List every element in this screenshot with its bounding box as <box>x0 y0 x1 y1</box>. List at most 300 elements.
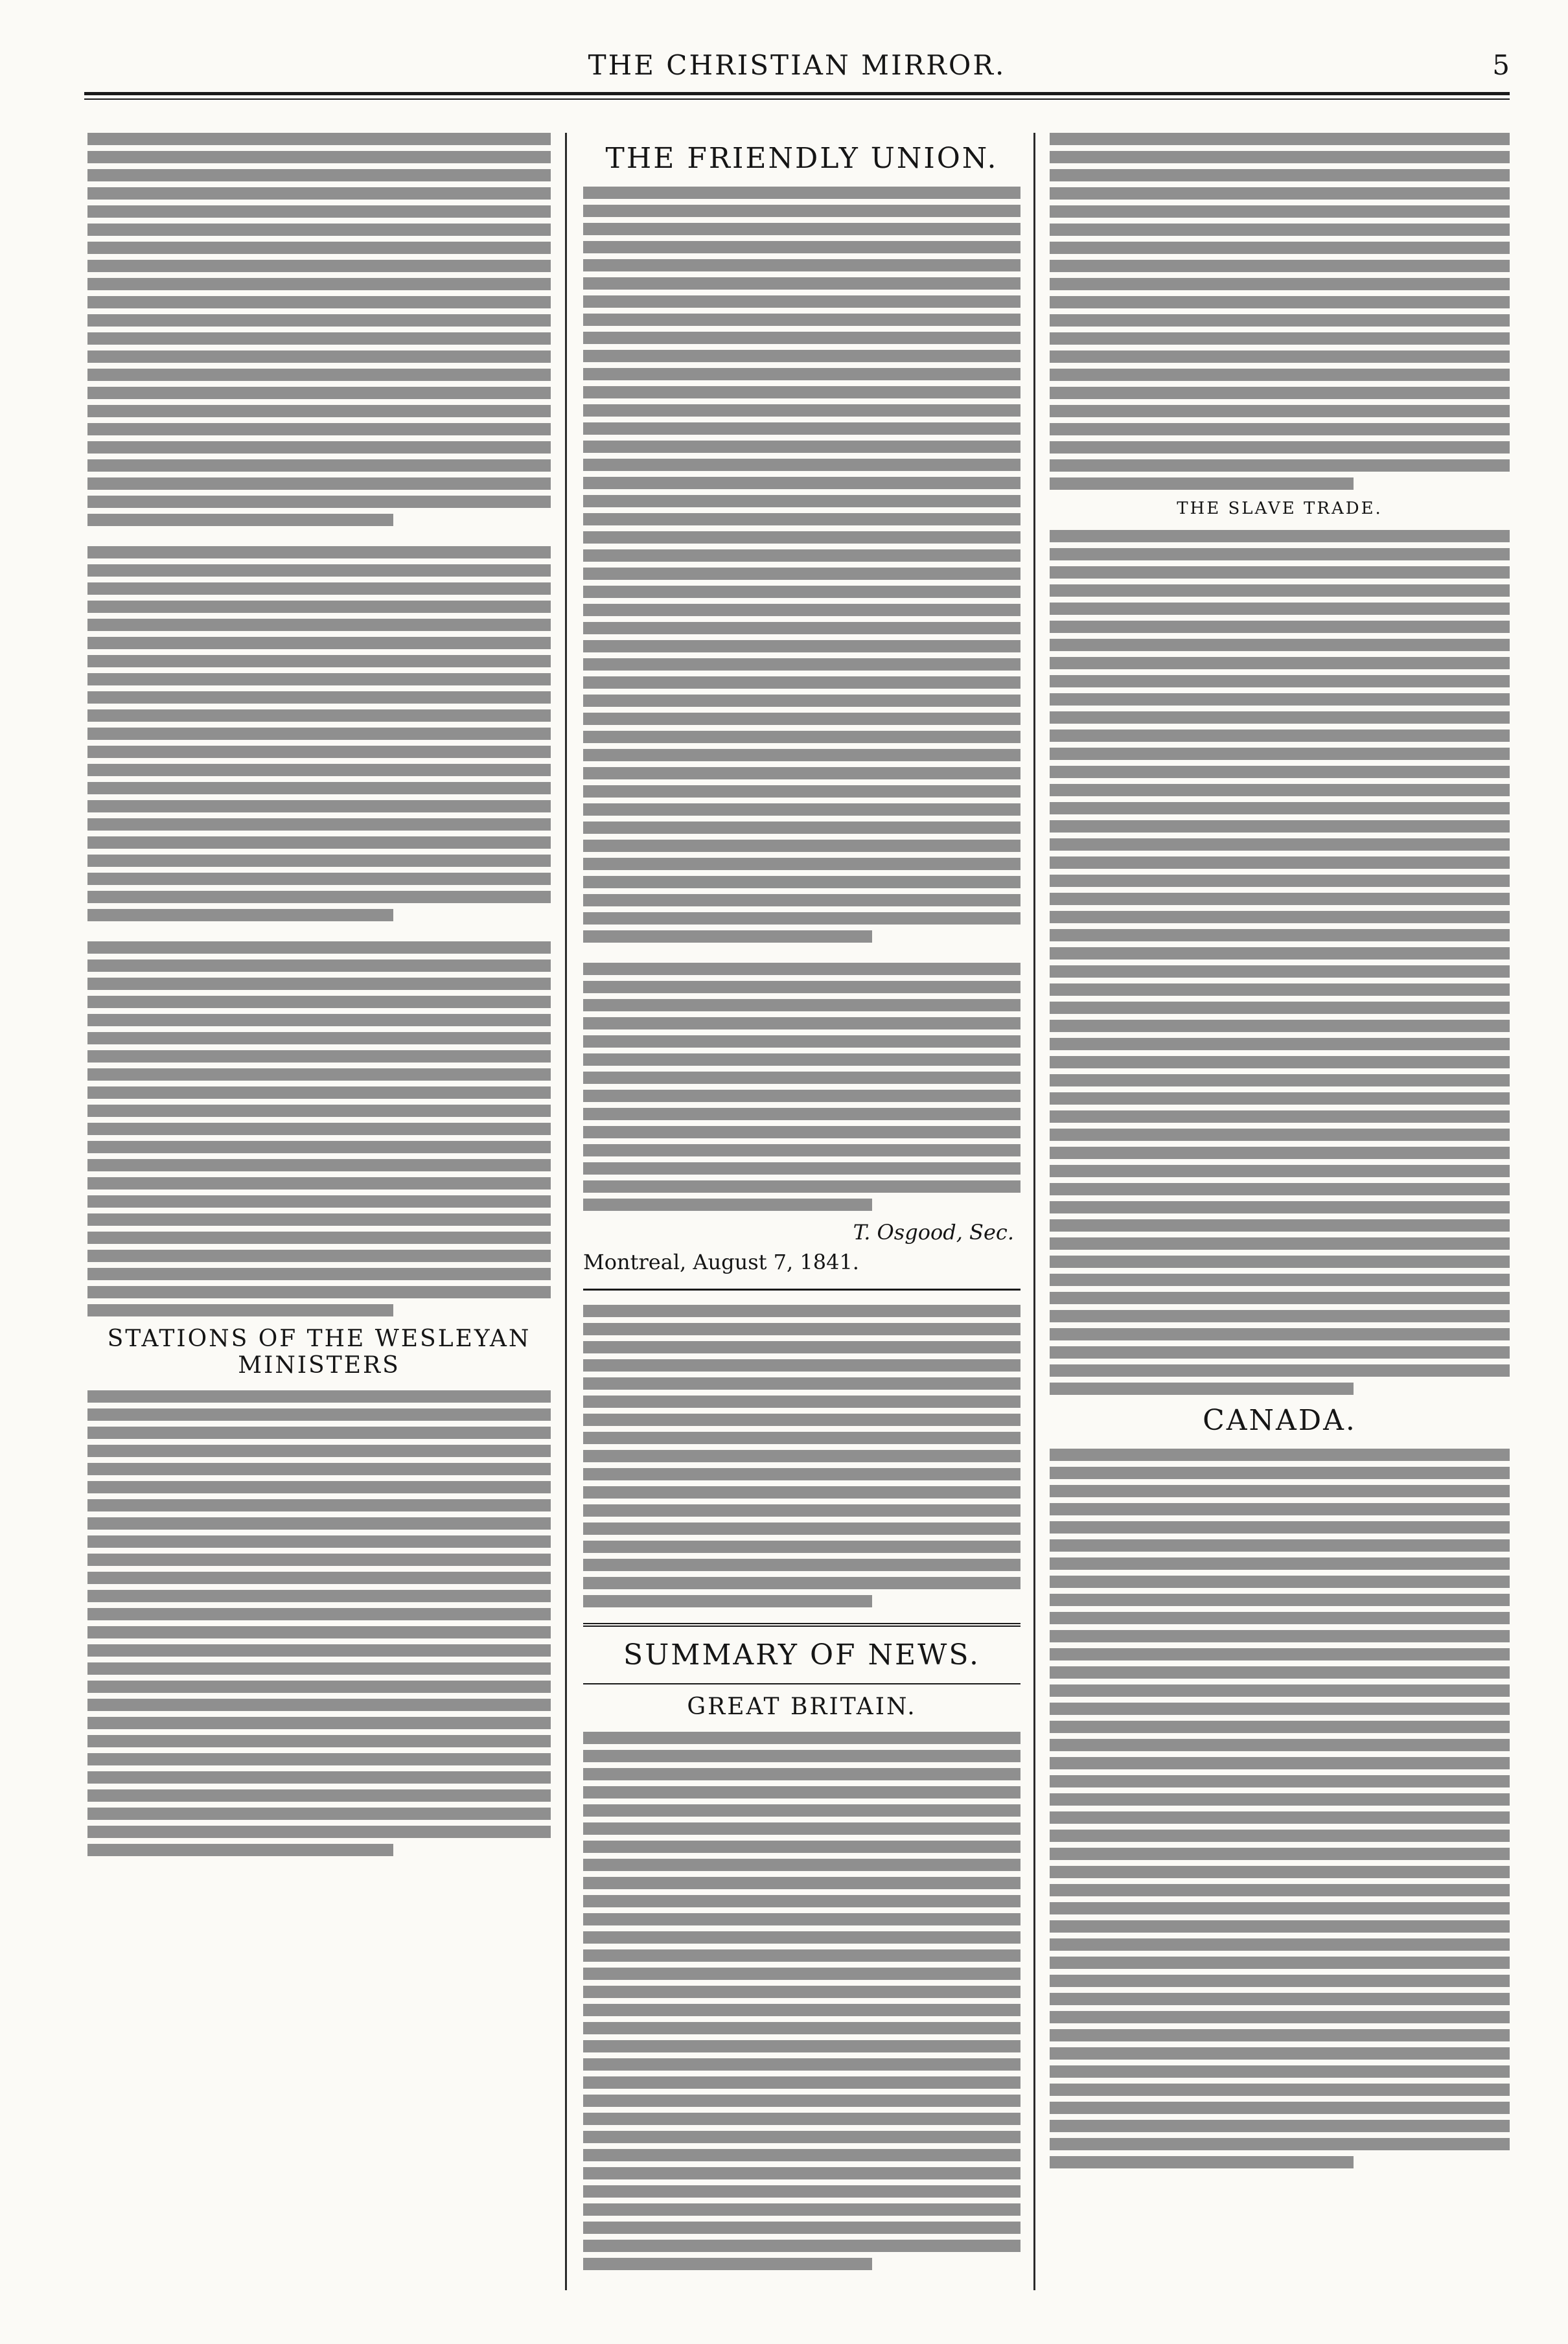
text-line-placeholder <box>87 332 551 345</box>
text-line-placeholder <box>1050 1364 1510 1377</box>
slave-trade-heading: THE SLAVE TRADE. <box>1177 499 1383 518</box>
stations-heading: STATIONS OF THE WESLEYAN MINISTERS <box>107 1326 531 1379</box>
text-line-placeholder <box>1050 133 1510 145</box>
text-line-placeholder <box>583 223 1020 235</box>
text-line-placeholder <box>583 2022 1020 2034</box>
text-line-placeholder <box>87 1250 551 1262</box>
header-rule-top <box>84 92 1510 95</box>
text-line-placeholder <box>583 822 1020 834</box>
great-britain-heading: GREAT BRITAIN. <box>687 1694 917 1720</box>
header-rule-bottom <box>84 98 1510 100</box>
signature: T. Osgood, Sec. <box>853 1220 1014 1245</box>
text-line-placeholder <box>87 1590 551 1602</box>
text-line-placeholder <box>1050 1292 1510 1304</box>
text-line-placeholder <box>1050 1328 1510 1340</box>
text-line-placeholder <box>87 1644 551 1657</box>
text-line-placeholder <box>87 1159 551 1171</box>
text-line-placeholder <box>87 1123 551 1135</box>
text-line-placeholder <box>583 1377 1020 1390</box>
text-line-placeholder <box>1050 423 1510 435</box>
text-line-placeholder <box>583 1559 1020 1571</box>
text-line-placeholder <box>87 800 551 812</box>
dateline: Montreal, August 7, 1841. <box>583 1250 859 1274</box>
text-line-placeholder <box>583 858 1020 870</box>
text-line-placeholder <box>87 1032 551 1044</box>
text-line-placeholder <box>1050 530 1510 542</box>
text-line-placeholder <box>583 1859 1020 1871</box>
text-line-placeholder <box>87 1517 551 1530</box>
text-line-placeholder <box>583 1804 1020 1817</box>
text-line-placeholder <box>583 205 1020 217</box>
text-line-placeholder <box>87 1844 393 1856</box>
text-line-placeholder <box>583 1841 1020 1853</box>
text-line-placeholder <box>1050 1594 1510 1606</box>
text-line-placeholder <box>583 386 1020 398</box>
text-line-placeholder <box>583 1053 1020 1066</box>
text-line-placeholder <box>1050 766 1510 778</box>
text-line-placeholder <box>583 350 1020 362</box>
text-line-placeholder <box>1050 1684 1510 1697</box>
text-line-placeholder <box>87 619 551 631</box>
text-line-placeholder <box>583 604 1020 616</box>
text-line-placeholder <box>87 1195 551 1208</box>
text-line-placeholder <box>1050 621 1510 633</box>
text-line-placeholder <box>583 295 1020 308</box>
text-line-placeholder <box>583 1595 872 1607</box>
text-line-placeholder <box>1050 911 1510 923</box>
text-line-placeholder <box>1050 387 1510 399</box>
text-line-placeholder <box>1050 965 1510 978</box>
text-line-placeholder <box>87 296 551 308</box>
text-line-placeholder <box>87 1808 551 1820</box>
text-line-placeholder <box>87 1445 551 1457</box>
text-line-placeholder <box>1050 893 1510 905</box>
text-line-placeholder <box>87 1268 551 1280</box>
middle-text-block-4 <box>583 1732 1020 2270</box>
text-line-placeholder <box>1050 1666 1510 1679</box>
text-line-placeholder <box>583 1180 1020 1193</box>
text-line-placeholder <box>1050 1576 1510 1588</box>
text-line-placeholder <box>583 1504 1020 1517</box>
text-line-placeholder <box>87 1535 551 1548</box>
text-line-placeholder <box>1050 314 1510 327</box>
text-line-placeholder <box>583 1468 1020 1480</box>
text-line-placeholder <box>583 622 1020 634</box>
text-line-placeholder <box>583 441 1020 453</box>
text-line-placeholder <box>1050 1739 1510 1751</box>
text-line-placeholder <box>87 1481 551 1493</box>
text-line-placeholder <box>583 2076 1020 2089</box>
text-line-placeholder <box>87 1086 551 1099</box>
text-line-placeholder <box>87 1735 551 1747</box>
text-line-placeholder <box>1050 278 1510 290</box>
text-line-placeholder <box>583 676 1020 689</box>
text-line-placeholder <box>583 1895 1020 1907</box>
text-line-placeholder <box>583 477 1020 489</box>
text-line-placeholder <box>1050 784 1510 796</box>
text-line-placeholder <box>87 1699 551 1711</box>
text-line-placeholder <box>1050 2102 1510 2114</box>
text-line-placeholder <box>87 691 551 704</box>
text-line-placeholder <box>87 350 551 363</box>
left-text-block-3 <box>87 941 551 1316</box>
text-line-placeholder <box>583 876 1020 888</box>
text-line-placeholder <box>87 1499 551 1511</box>
text-line-placeholder <box>583 586 1020 598</box>
text-line-placeholder <box>87 187 551 200</box>
text-line-placeholder <box>1050 1219 1510 1232</box>
text-line-placeholder <box>87 909 393 921</box>
text-line-placeholder <box>583 1968 1020 1980</box>
text-line-placeholder <box>1050 1020 1510 1032</box>
text-line-placeholder <box>87 169 551 181</box>
text-line-placeholder <box>1050 2047 1510 2060</box>
text-line-placeholder <box>1050 1957 1510 1969</box>
text-line-placeholder <box>583 1541 1020 1553</box>
text-line-placeholder <box>583 658 1020 671</box>
text-line-placeholder <box>583 549 1020 562</box>
page-number: 5 <box>1492 49 1510 81</box>
text-line-placeholder <box>87 891 551 903</box>
text-line-placeholder <box>1050 675 1510 687</box>
text-line-placeholder <box>87 746 551 758</box>
text-line-placeholder <box>87 278 551 290</box>
column-divider-1 <box>565 133 567 2290</box>
right-text-block-2 <box>1050 530 1510 1395</box>
text-line-placeholder <box>583 404 1020 417</box>
text-line-placeholder <box>583 2167 1020 2179</box>
text-line-placeholder <box>583 1199 872 1211</box>
text-line-placeholder <box>1050 1165 1510 1177</box>
text-line-placeholder <box>1050 1256 1510 1268</box>
text-line-placeholder <box>1050 1830 1510 1842</box>
text-line-placeholder <box>1050 1274 1510 1286</box>
text-line-placeholder <box>1050 1237 1510 1250</box>
text-line-placeholder <box>87 1286 551 1298</box>
text-line-placeholder <box>1050 1757 1510 1769</box>
text-line-placeholder <box>1050 820 1510 833</box>
text-line-placeholder <box>1050 1866 1510 1878</box>
text-line-placeholder <box>87 1463 551 1475</box>
text-line-placeholder <box>87 369 551 381</box>
text-line-placeholder <box>1050 1467 1510 1479</box>
text-line-placeholder <box>583 1305 1020 1317</box>
text-line-placeholder <box>87 818 551 831</box>
text-line-placeholder <box>1050 657 1510 669</box>
text-line-placeholder <box>583 1732 1020 1744</box>
text-line-placeholder <box>583 999 1020 1011</box>
text-line-placeholder <box>583 2040 1020 2052</box>
text-line-placeholder <box>1050 1557 1510 1570</box>
text-line-placeholder <box>87 459 551 472</box>
text-line-placeholder <box>87 224 551 236</box>
text-line-placeholder <box>583 1035 1020 1048</box>
text-line-placeholder <box>583 2004 1020 2016</box>
text-line-placeholder <box>1050 748 1510 760</box>
right-text-block-1 <box>1050 133 1510 490</box>
text-line-placeholder <box>1050 1811 1510 1824</box>
text-line-placeholder <box>583 277 1020 290</box>
text-line-placeholder <box>1050 169 1510 181</box>
text-line-placeholder <box>1050 187 1510 200</box>
text-line-placeholder <box>1050 1129 1510 1141</box>
text-line-placeholder <box>1050 1183 1510 1195</box>
text-line-placeholder <box>87 709 551 722</box>
text-line-placeholder <box>87 996 551 1008</box>
right-text-block-3 <box>1050 1449 1510 2168</box>
text-line-placeholder <box>1050 260 1510 272</box>
text-line-placeholder <box>583 1396 1020 1408</box>
text-line-placeholder <box>87 1232 551 1244</box>
text-line-placeholder <box>87 1177 551 1189</box>
text-line-placeholder <box>87 133 551 145</box>
text-line-placeholder <box>583 2185 1020 2198</box>
text-line-placeholder <box>583 894 1020 906</box>
text-line-placeholder <box>87 601 551 613</box>
text-line-placeholder <box>583 241 1020 253</box>
text-line-placeholder <box>87 314 551 327</box>
text-line-placeholder <box>87 387 551 399</box>
text-line-placeholder <box>87 655 551 667</box>
text-line-placeholder <box>87 959 551 972</box>
text-line-placeholder <box>1050 2084 1510 2096</box>
text-line-placeholder <box>583 731 1020 743</box>
text-line-placeholder <box>1050 2065 1510 2078</box>
text-line-placeholder <box>1050 2120 1510 2132</box>
text-line-placeholder <box>1050 1848 1510 1860</box>
text-line-placeholder <box>87 782 551 794</box>
text-line-placeholder <box>87 1608 551 1620</box>
text-line-placeholder <box>583 1522 1020 1535</box>
text-line-placeholder <box>1050 802 1510 814</box>
text-line-placeholder <box>1050 1310 1510 1322</box>
text-line-placeholder <box>583 713 1020 725</box>
text-line-placeholder <box>583 1126 1020 1138</box>
text-line-placeholder <box>87 1681 551 1693</box>
text-line-placeholder <box>87 151 551 163</box>
text-line-placeholder <box>583 1017 1020 1029</box>
section-rule <box>583 1289 1020 1291</box>
text-line-placeholder <box>583 1750 1020 1762</box>
text-line-placeholder <box>87 1213 551 1226</box>
text-line-placeholder <box>1050 1721 1510 1733</box>
text-line-placeholder <box>87 764 551 776</box>
text-line-placeholder <box>1050 1902 1510 1914</box>
text-line-placeholder <box>1050 1503 1510 1515</box>
text-line-placeholder <box>1050 584 1510 597</box>
text-line-placeholder <box>583 2222 1020 2234</box>
text-line-placeholder <box>583 495 1020 507</box>
text-line-placeholder <box>1050 1884 1510 1896</box>
column-left <box>87 133 551 1862</box>
text-line-placeholder <box>583 531 1020 544</box>
text-line-placeholder <box>1050 1938 1510 1951</box>
text-line-placeholder <box>1050 459 1510 472</box>
left-text-block-4 <box>87 1390 551 1856</box>
text-line-placeholder <box>87 205 551 218</box>
text-line-placeholder <box>1050 1056 1510 1068</box>
text-line-placeholder <box>87 1050 551 1063</box>
text-line-placeholder <box>1050 350 1510 363</box>
text-line-placeholder <box>583 2113 1020 2125</box>
text-line-placeholder <box>583 1323 1020 1335</box>
text-line-placeholder <box>1050 1993 1510 2005</box>
text-line-placeholder <box>87 260 551 272</box>
text-line-placeholder <box>1050 711 1510 724</box>
text-line-placeholder <box>87 1717 551 1729</box>
text-line-placeholder <box>583 1949 1020 1962</box>
text-line-placeholder <box>1050 1703 1510 1715</box>
text-line-placeholder <box>1050 441 1510 454</box>
left-text-block-1 <box>87 133 551 526</box>
text-line-placeholder <box>1050 296 1510 308</box>
text-line-placeholder <box>1050 566 1510 579</box>
text-line-placeholder <box>583 568 1020 580</box>
text-line-placeholder <box>1050 2156 1354 2168</box>
text-line-placeholder <box>583 368 1020 380</box>
masthead <box>84 45 1510 84</box>
text-line-placeholder <box>583 2095 1020 2107</box>
text-line-placeholder <box>87 1771 551 1784</box>
text-line-placeholder <box>87 423 551 435</box>
text-line-placeholder <box>87 564 551 577</box>
text-line-placeholder <box>87 1554 551 1566</box>
text-line-placeholder <box>87 405 551 417</box>
text-line-placeholder <box>87 855 551 867</box>
friendly-union-heading: THE FRIENDLY UNION. <box>605 142 998 175</box>
text-line-placeholder <box>583 1786 1020 1798</box>
text-line-placeholder <box>87 441 551 454</box>
text-line-placeholder <box>583 981 1020 993</box>
middle-text-block-1 <box>583 187 1020 943</box>
text-line-placeholder <box>1050 838 1510 851</box>
column-divider-2 <box>1033 133 1035 2290</box>
text-line-placeholder <box>1050 1147 1510 1159</box>
text-line-placeholder <box>583 459 1020 471</box>
text-line-placeholder <box>583 840 1020 852</box>
text-line-placeholder <box>87 496 551 508</box>
text-line-placeholder <box>1050 603 1510 615</box>
text-line-placeholder <box>1050 1383 1354 1395</box>
text-line-placeholder <box>1050 1038 1510 1050</box>
text-line-placeholder <box>87 1826 551 1838</box>
text-line-placeholder <box>87 637 551 649</box>
text-line-placeholder <box>1050 693 1510 706</box>
text-line-placeholder <box>583 1090 1020 1102</box>
left-text-block-2 <box>87 546 551 921</box>
text-line-placeholder <box>87 1141 551 1153</box>
text-line-placeholder <box>583 2258 872 2270</box>
text-line-placeholder <box>583 2131 1020 2143</box>
text-line-placeholder <box>87 242 551 254</box>
newspaper-title: THE CHRISTIAN MIRROR. <box>588 49 1006 81</box>
text-line-placeholder <box>1050 856 1510 869</box>
text-line-placeholder <box>1050 1630 1510 1642</box>
text-line-placeholder <box>583 1108 1020 1120</box>
text-line-placeholder <box>1050 1975 1510 1987</box>
text-line-placeholder <box>1050 1775 1510 1787</box>
text-line-placeholder <box>583 1913 1020 1925</box>
text-line-placeholder <box>1050 1521 1510 1534</box>
text-line-placeholder <box>583 1450 1020 1462</box>
middle-text-block-2 <box>583 963 1020 1211</box>
text-line-placeholder <box>1050 2138 1510 2150</box>
text-line-placeholder <box>87 1753 551 1765</box>
text-line-placeholder <box>87 582 551 595</box>
text-line-placeholder <box>583 963 1020 975</box>
text-line-placeholder <box>1050 1793 1510 1806</box>
text-line-placeholder <box>1050 1074 1510 1086</box>
column-right <box>1050 133 1510 2174</box>
text-line-placeholder <box>1050 1920 1510 1933</box>
text-line-placeholder <box>583 1931 1020 1944</box>
text-line-placeholder <box>1050 1110 1510 1123</box>
text-line-placeholder <box>583 695 1020 707</box>
text-line-placeholder <box>1050 929 1510 941</box>
text-line-placeholder <box>583 749 1020 761</box>
summary-of-news-heading: SUMMARY OF NEWS. <box>623 1638 980 1672</box>
text-line-placeholder <box>583 1768 1020 1780</box>
text-line-placeholder <box>583 2240 1020 2252</box>
text-line-placeholder <box>1050 1648 1510 1660</box>
text-line-placeholder <box>583 1486 1020 1499</box>
text-line-placeholder <box>1050 369 1510 381</box>
text-line-placeholder <box>1050 477 1354 490</box>
text-line-placeholder <box>87 1572 551 1584</box>
text-line-placeholder <box>1050 405 1510 417</box>
text-line-placeholder <box>583 1072 1020 1084</box>
text-line-placeholder <box>1050 1346 1510 1359</box>
canada-heading: CANADA. <box>1203 1404 1357 1437</box>
text-line-placeholder <box>87 1408 551 1421</box>
text-line-placeholder <box>583 259 1020 271</box>
text-line-placeholder <box>87 1304 393 1316</box>
text-line-placeholder <box>583 2203 1020 2216</box>
text-line-placeholder <box>1050 224 1510 236</box>
text-line-placeholder <box>583 2149 1020 2161</box>
text-line-placeholder <box>1050 548 1510 560</box>
text-line-placeholder <box>583 912 1020 925</box>
text-line-placeholder <box>583 1144 1020 1156</box>
text-line-placeholder <box>87 1662 551 1675</box>
text-line-placeholder <box>583 1877 1020 1889</box>
text-line-placeholder <box>87 978 551 990</box>
text-line-placeholder <box>87 728 551 740</box>
text-line-placeholder <box>583 803 1020 816</box>
text-line-placeholder <box>87 836 551 849</box>
text-line-placeholder <box>583 1162 1020 1175</box>
text-line-placeholder <box>1050 205 1510 218</box>
text-line-placeholder <box>583 767 1020 779</box>
text-line-placeholder <box>1050 1092 1510 1105</box>
text-line-placeholder <box>1050 639 1510 651</box>
text-line-placeholder <box>1050 947 1510 959</box>
text-line-placeholder <box>87 1068 551 1081</box>
text-line-placeholder <box>583 930 872 943</box>
text-line-placeholder <box>1050 1002 1510 1014</box>
text-line-placeholder <box>1050 983 1510 996</box>
text-line-placeholder <box>1050 875 1510 887</box>
text-line-placeholder <box>583 1359 1020 1372</box>
text-line-placeholder <box>583 1432 1020 1444</box>
text-line-placeholder <box>87 477 551 490</box>
text-line-placeholder <box>87 1626 551 1638</box>
text-line-placeholder <box>583 422 1020 435</box>
text-line-placeholder <box>87 673 551 685</box>
text-line-placeholder <box>583 1822 1020 1835</box>
text-line-placeholder <box>583 2058 1020 2071</box>
text-line-placeholder <box>583 513 1020 525</box>
